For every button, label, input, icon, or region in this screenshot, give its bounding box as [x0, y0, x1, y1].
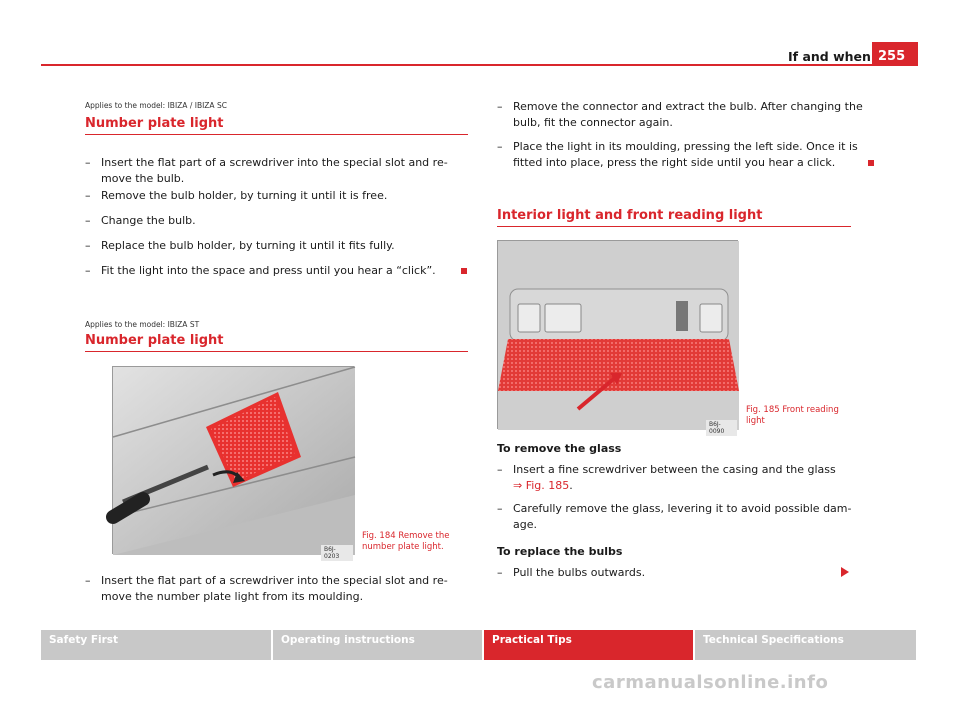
- figure-code: B6J-0203: [321, 545, 353, 561]
- red-square-icon: [868, 160, 874, 166]
- applies-to-model-1: Applies to the model: IBIZA / IBIZA SC: [85, 101, 227, 110]
- footer-tab-operating-instructions[interactable]: Operating instructions: [273, 630, 482, 660]
- figure-185-caption: Fig. 185 Front reading light: [746, 405, 839, 426]
- front-reading-light-illustration: [498, 241, 739, 430]
- section-title-number-plate-light-2: Number plate light: [85, 333, 224, 348]
- header-rule: [41, 64, 917, 66]
- number-plate-light-illustration: [113, 367, 355, 555]
- figure-185-image: [497, 240, 738, 435]
- header-section-title: If and when: [788, 49, 871, 64]
- section-title-interior-light: Interior light and front reading light: [497, 208, 763, 223]
- figure-184-image: [112, 366, 354, 560]
- subheading-replace-bulbs: To replace the bulbs: [497, 545, 623, 558]
- applies-to-model-2: Applies to the model: IBIZA ST: [85, 320, 200, 329]
- figure-code: B6J-0090: [706, 420, 737, 436]
- footer-nav: [41, 630, 918, 660]
- footer-tab-practical-tips[interactable]: Practical Tips: [484, 630, 693, 660]
- footer-tab-technical-specifications[interactable]: Technical Specifications: [695, 630, 916, 660]
- red-triangle-arrow-icon: [841, 567, 849, 577]
- section-rule-2: [85, 351, 468, 352]
- footer-tab-safety-first[interactable]: Safety First: [41, 630, 271, 660]
- page-number: 255: [872, 42, 918, 66]
- subheading-remove-glass: To remove the glass: [497, 442, 622, 455]
- figure-reference-link[interactable]: ⇒ Fig. 185: [513, 479, 570, 492]
- section-rule-3: [497, 226, 851, 227]
- watermark: carmanualsonline.info: [592, 672, 829, 693]
- red-square-icon: [461, 268, 467, 274]
- section-title-number-plate-light-1: Number plate light: [85, 116, 224, 131]
- figure-184-caption: Fig. 184 Remove the number plate light.: [362, 531, 450, 552]
- section-rule-1: [85, 134, 468, 135]
